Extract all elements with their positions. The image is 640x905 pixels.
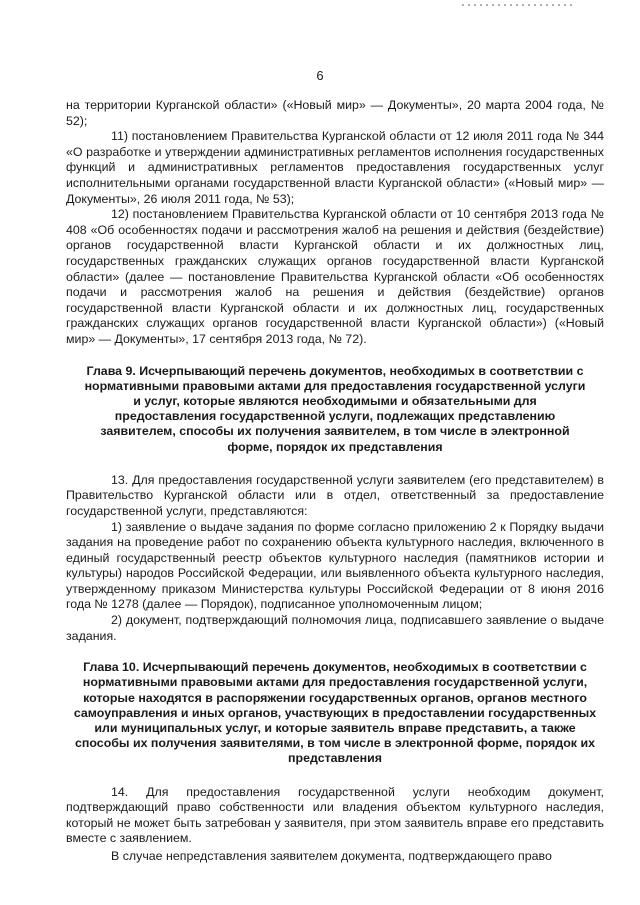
- scan-artifact: [462, 4, 572, 6]
- paragraph-13: 13. Для предоставления государственной услуги заявителем (его представителем) в Правительство Курганской области или в отдел, ответственный за предоставление государственной услуги, представляются:: [66, 472, 604, 518]
- list-item-12: 12) постановлением Правительства Курганской области от 10 сентября 2013 года № 408 «Об особенностях подачи и рассмотрения жалоб на решения и действия (бездействие) органов государственной власти Курганской области и их должностных лиц, государственных гражданских служащих органов государственной власти Курганской области» (далее — постановление Правительства Курганской области «Об особенностях подачи и рассмотрения жалоб на решения и действия (бездействие) органов государственной власти Курганской области и их должностных лиц, государственных гражданских служащих органов государственной власти Курганской области») («Новый мир» — Документы», 17 сентября 2013 года, № 72).: [66, 207, 604, 346]
- list-item-11: 11) постановлением Правительства Курганской области от 12 июля 2011 года № 344 «О разработке и утверждении административных регламентов исполнения государственных функций и административных регламентов предоставления государственных услуг исполнительными органами государственной власти Курганской области» («Новый мир» — Документы», 26 июля 2011 года, № 53);: [66, 129, 604, 206]
- chapter-9-heading: Глава 9. Исчерпывающий перечень документов, необходимых в соответствии с нормативными правовыми актами для предоставления государственной услуги и услуг, которые являются необходимыми и обязательными для предоставления государственной услуги, подлежащих представлению заявителем, способы их получения заявителем, в том числе в электронной форме, порядок их представления: [84, 363, 586, 454]
- list-item-13-1: 1) заявление о выдаче задания по форме согласно приложению 2 к Порядку выдачи задания на проведение работ по сохранению объекта культурного наследия, включенного в единый государственный реестр объектов культурного наследия (памятников истории и культуры) народов Российской Федерации, или выявленного объекта культурного наследия, утвержденному приказом Министерства культуры Российской Федерации от 8 июня 2016 года № 1278 (далее — Порядок), подписанное уполномоченным лицом;: [66, 519, 604, 612]
- document-body: [66, 98, 604, 865]
- list-item-13-2: 2) документ, подтверждающий полномочия лица, подписавшего заявление о выдаче задания.: [66, 613, 604, 643]
- chapter-10-heading: Глава 10. Исчерпывающий перечень документов, необходимых в соответствии с нормативными правовыми актами для предоставления государственной услуги, которые находятся в распоряжении государственных органов, органов местного самоуправления и иных органов, участвующих в предоставлении государственных или муниципальных услуг, и которые заявитель вправе представить, а также способы их получения заявителями, в том числе в электронной форме, порядок их представления: [73, 660, 597, 766]
- paragraph-14-continued: В случае непредставления заявителем документа, подтверждающего право: [111, 849, 552, 864]
- page-number: 6: [316, 68, 324, 83]
- paragraph-continuation: на территории Курганской области» («Новый мир» — Документы», 20 марта 2004 года, № 52);: [66, 98, 604, 128]
- paragraph-14: 14. Для предоставления государственной услуги необходим документ, подтверждающий право собственности или владения объектом культурного наследия, который не может быть затребован у заявителя, при этом заявитель вправе его представить вместе с заявлением.: [66, 784, 604, 846]
